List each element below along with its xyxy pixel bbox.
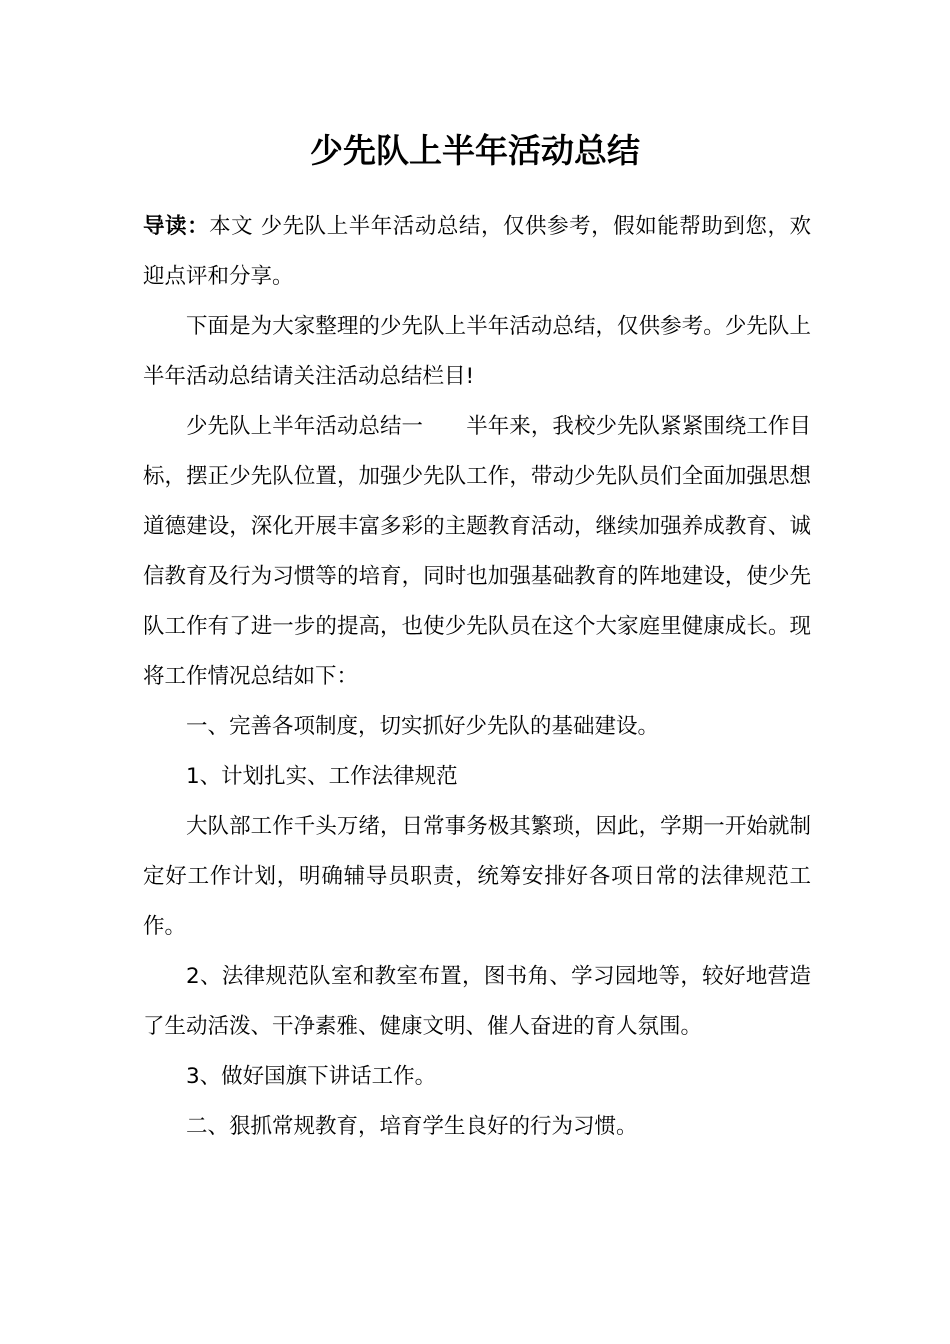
paragraph-item-3: 3、做好国旗下讲话工作。: [186, 1064, 437, 1089]
paragraph-intro: 下面是为大家整理的少先队上半年活动总结，仅供参考。少先队上半年活动总结请关注活动总结栏目!: [143, 314, 811, 389]
lead-label: 导读：: [143, 214, 210, 239]
paragraph-summary-one: 少先队上半年活动总结一 半年来，我校少先队紧紧围绕工作目标，摆正少先队位置，加强少先队工作，带动少先队员们全面加强思想道德建设，深化开展丰富多彩的主题教育活动，继续加强养成教育、诚信教育及行为习惯等的培育，同时也加强基础教育的阵地建设，使少先队工作有了进一步的提高，也使少先队员在这个大家庭里健康成长。现将工作情况总结如下：: [143, 414, 811, 689]
paragraph-item-1: 1、计划扎实、工作法律规范: [186, 764, 458, 789]
lead-text: 本文 少先队上半年活动总结，仅供参考，假如能帮助到您，欢迎点评和分享。: [143, 214, 811, 289]
paragraph-item-2: 2、法律规范队室和教室布置，图书角、学习园地等，较好地营造了生动活泼、干净素雅、健康文明、催人奋进的育人氛围。: [143, 964, 811, 1039]
lead-paragraph: [143, 202, 811, 302]
paragraph-section-two-heading: 二、狠抓常规教育，培育学生良好的行为习惯。: [186, 1114, 638, 1139]
paragraph-item-1-detail: 大队部工作千头万绪，日常事务极其繁琐，因此，学期一开始就制定好工作计划，明确辅导员职责，统筹安排好各项日常的法律规范工作。: [143, 814, 811, 939]
document-body: [143, 202, 811, 1152]
document-title: 少先队上半年活动总结: [310, 131, 640, 170]
paragraph-section-one-heading: 一、完善各项制度，切实抓好少先队的基础建设。: [186, 714, 660, 739]
